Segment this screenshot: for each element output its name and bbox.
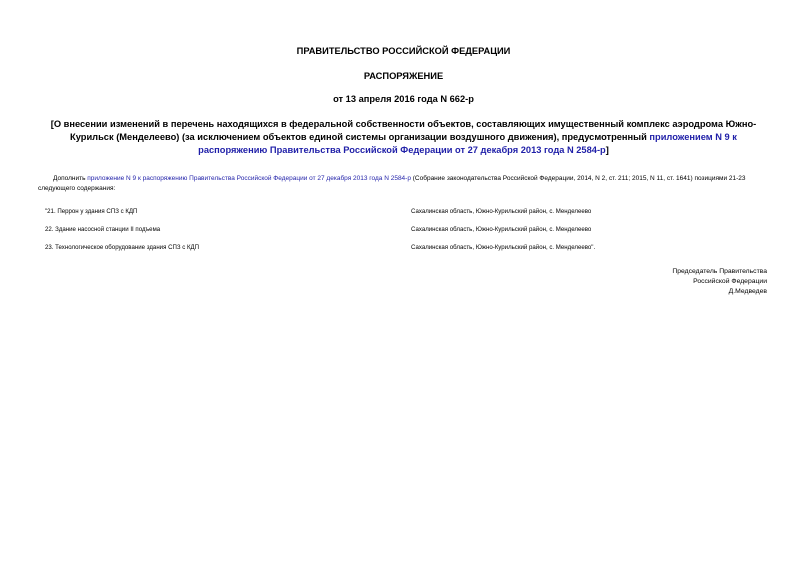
document-title (35, 118, 772, 157)
title-text: [О внесении изменений в перечень находящихся в федеральной собственности объектов, составляющих имущественный комплекс аэродрома Южно-Курильск (Менделеево) (за исключением объектов единой системы организации воздушного движения), предусмотренный (50, 119, 757, 142)
signature-org: Российской Федерации (693, 278, 767, 285)
title-link[interactable]: приложением N 9 к распоряжению Правительства Российской Федерации от 27 декабря 2013 года N 2584-р (198, 132, 737, 155)
row-name: "21. Перрон у здания СПЗ с КДП (45, 208, 138, 215)
body-rest: (Собрание законодательства Российской Федерации, 2014, N 2, ст. 211; 2015, N 11, ст. 1641) позициями 21-23 следующего содержания: (38, 175, 746, 192)
document-date: от 13 апреля 2016 года N 662-р (333, 94, 474, 104)
positions-table (38, 207, 768, 261)
body-paragraph (38, 174, 768, 194)
row-address: Сахалинская область, Южно-Курильский район, с. Менделеево (411, 208, 592, 215)
signature-block (672, 267, 767, 297)
body-lead: Дополнить (53, 175, 88, 182)
table-row (38, 243, 768, 261)
table-row (38, 225, 768, 243)
title-end: ] (605, 145, 609, 155)
signature-title: Председатель Правительства (672, 268, 767, 275)
table-row (38, 207, 768, 225)
row-name: 22. Здание насосной станции II подъема (45, 226, 161, 233)
row-address: Сахалинская область, Южно-Курильский район, с. Менделеево". (411, 244, 596, 251)
issuer-heading: ПРАВИТЕЛЬСТВО РОССИЙСКОЙ ФЕДЕРАЦИИ (296, 46, 511, 56)
signature-name: Д.Медведев (728, 288, 767, 295)
row-name: 23. Технологическое оборудование здания СПЗ с КДП (45, 244, 200, 251)
document-kind: РАСПОРЯЖЕНИЕ (363, 71, 444, 81)
row-address: Сахалинская область, Южно-Курильский район, с. Менделеево (411, 226, 592, 233)
body-link[interactable]: приложение N 9 к распоряжению Правительства Российской Федерации от 27 декабря 2013 года N 2584-р (87, 175, 411, 182)
